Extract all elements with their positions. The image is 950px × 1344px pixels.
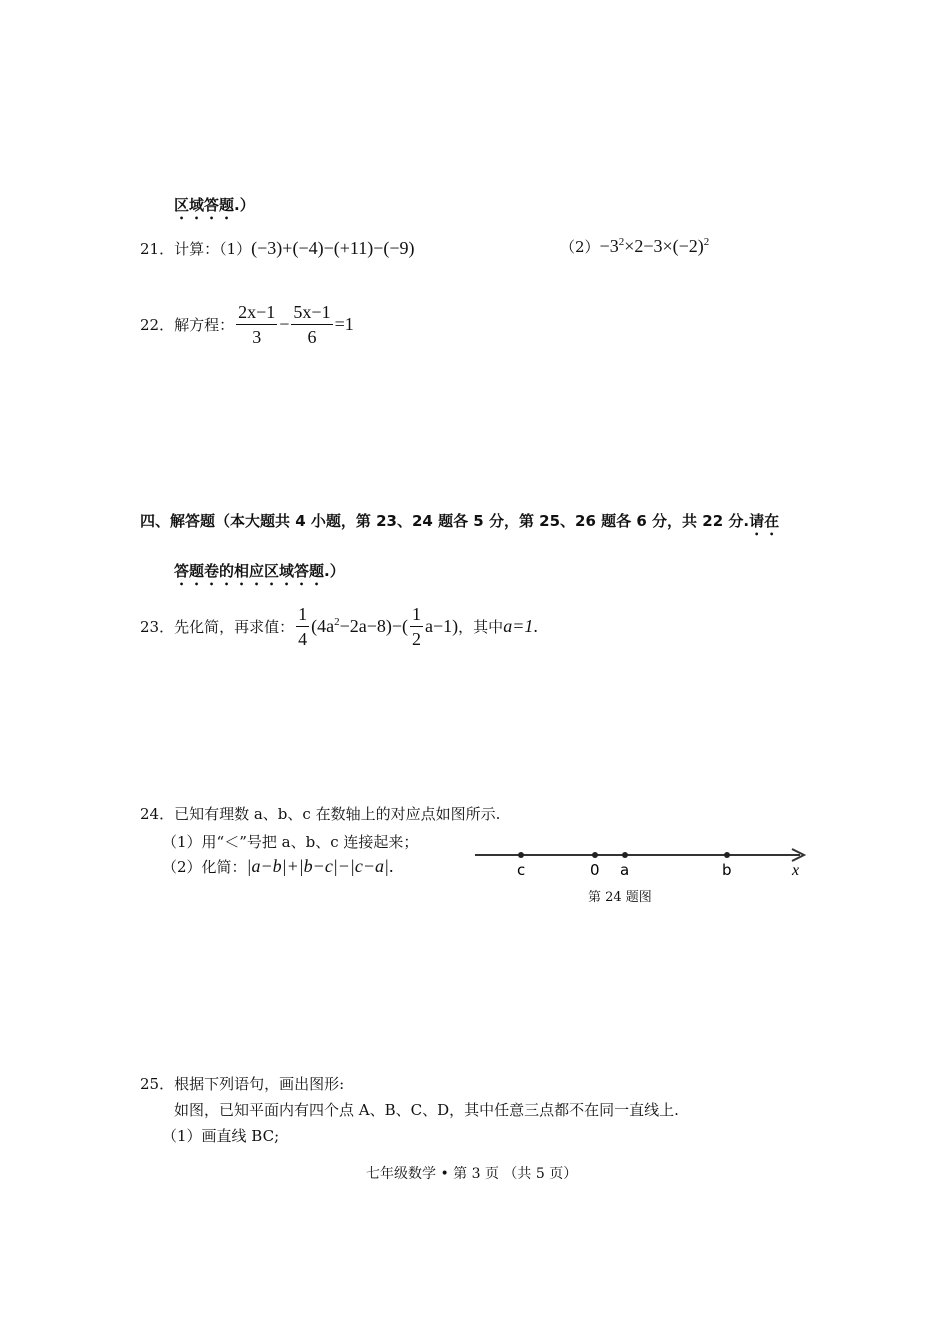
figure-caption: 第 24 题图 xyxy=(588,890,652,905)
question-25-line-1 xyxy=(140,1073,344,1094)
period: . xyxy=(533,616,538,636)
fraction-1 xyxy=(236,302,277,347)
point-c xyxy=(518,852,524,858)
label-zero: 0 xyxy=(590,861,600,879)
numerator: 5x−1 xyxy=(291,302,332,325)
emphasis-text: 区域答题 xyxy=(174,196,235,214)
intro-continuation xyxy=(174,194,255,223)
part-2-expression xyxy=(600,236,710,256)
part-2-label: （2） xyxy=(560,238,600,256)
question-number: 23． xyxy=(140,618,175,636)
section-4-heading xyxy=(140,510,779,539)
intro-tail: .） xyxy=(234,196,255,214)
denominator: 2 xyxy=(412,629,422,649)
page-footer: 七年级数学 • 第 3 页 （共 5 页） xyxy=(366,1166,578,1182)
question-label: 计算： xyxy=(174,240,220,258)
expr-b: ×2−3×(−2) xyxy=(624,236,704,256)
condition-label: ，其中 xyxy=(458,618,504,636)
numerator: 2x−1 xyxy=(236,302,277,325)
expr-c: a−1) xyxy=(425,616,459,636)
period: . xyxy=(388,856,394,876)
label-b: b xyxy=(722,861,732,879)
question-24-line-3 xyxy=(162,856,393,877)
question-number: 22． xyxy=(140,316,175,334)
numerator: 1 xyxy=(410,604,423,627)
heading-text: 四、解答题（本大题共 4 小题，第 23、24 题各 5 分，第 25、26 题各 6 分，共 22 分. xyxy=(140,512,750,530)
label-c: c xyxy=(517,861,526,879)
expr-a: (4a xyxy=(311,616,335,636)
fraction-2 xyxy=(291,302,332,347)
question-24-line-2: （1）用“＜”号把 a、b、c 连接起来； xyxy=(162,833,419,851)
numerator: 1 xyxy=(296,604,309,627)
point-b xyxy=(724,852,730,858)
point-a xyxy=(622,852,628,858)
expr-a: −3 xyxy=(599,236,619,256)
fraction-2 xyxy=(410,604,423,649)
denominator: 4 xyxy=(298,629,308,649)
question-24-line-1 xyxy=(140,803,500,824)
question-number: 24． xyxy=(140,805,175,823)
label-a: a xyxy=(620,861,630,879)
right-hand-side: =1 xyxy=(334,314,354,334)
question-21 xyxy=(140,238,415,259)
heading-tail: .） xyxy=(324,562,345,580)
expression xyxy=(311,616,408,637)
question-23 xyxy=(140,604,538,649)
exponent: 2 xyxy=(703,236,710,248)
expression: |a−b|+|b−c|−|c−a| xyxy=(246,856,389,876)
section-4-heading-line2 xyxy=(174,560,345,589)
question-25-line-2: 如图，已知平面内有四个点 A、B、C、D，其中任意三点都不在同一直线上. xyxy=(174,1101,679,1119)
question-label: 先化简，再求值： xyxy=(174,618,295,636)
question-text: 已知有理数 a、b、c 在数轴上的对应点如图所示. xyxy=(174,805,501,823)
part-1-expression: (−3)+(−4)−(+11)−(−9) xyxy=(251,238,415,258)
exponent: 2 xyxy=(334,616,340,628)
fraction-1 xyxy=(296,604,309,649)
minus-sign: − xyxy=(279,314,290,334)
question-number: 21． xyxy=(140,240,175,258)
denominator: 6 xyxy=(307,327,317,347)
emphasis-text: 请在 xyxy=(749,512,780,530)
denominator: 3 xyxy=(252,327,262,347)
question-22 xyxy=(140,302,354,347)
condition: a=1 xyxy=(503,616,534,636)
exponent: 2 xyxy=(618,236,625,248)
emphasis-text: 答题卷的相应区域答题 xyxy=(174,562,325,580)
question-label: 解方程： xyxy=(174,316,235,334)
expr-b: −2a−8)−( xyxy=(339,616,409,636)
label-x: x xyxy=(792,862,800,879)
point-zero xyxy=(592,852,598,858)
question-25-line-3: （1）画直线 BC; xyxy=(162,1127,280,1145)
question-21-part-2 xyxy=(560,236,709,257)
question-text: 根据下列语句，画出图形: xyxy=(174,1075,345,1093)
question-number: 25． xyxy=(140,1075,175,1093)
number-line-figure xyxy=(470,840,815,885)
part-1-label: （1） xyxy=(219,240,252,258)
part-label: （2）化简： xyxy=(162,858,247,876)
